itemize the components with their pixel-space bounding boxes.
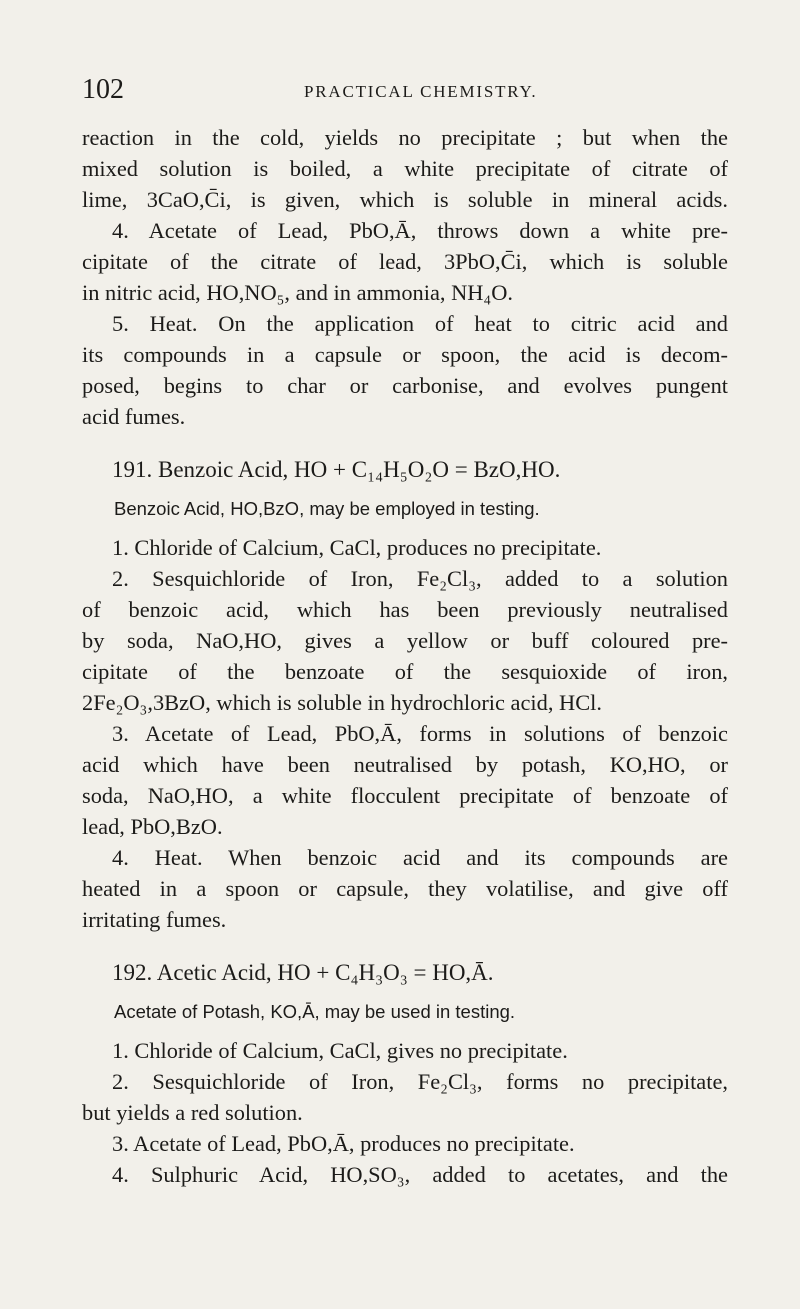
text-line: soda, NaO,HO, a white flocculent precipitate of benzoate of: [82, 783, 728, 808]
text-line: reaction in the cold, yields no precipitate ; but when the: [82, 125, 728, 150]
text-line: irritating fumes.: [82, 907, 227, 932]
text-line: its compounds in a capsule or spoon, the acid is decom-: [82, 342, 728, 367]
text-line: of benzoic acid, which has been previously neutralised: [82, 597, 728, 622]
section-subheading-191: Benzoic Acid, HO,BzO, may be employed in testing.: [114, 498, 540, 519]
text-line: 4. Acetate of Lead, PbO,Ā, throws down a white pre-: [112, 218, 728, 243]
text-line: 2. Sesquichloride of Iron, Fe₂Cl₃, forms no precipitate,: [112, 1069, 728, 1094]
page-header: [82, 74, 722, 114]
text-line: but yields a red solution.: [82, 1100, 303, 1125]
text-line: 4. Heat. When benzoic acid and its compounds are: [112, 845, 728, 870]
body-text: [82, 122, 728, 1190]
text-line: 1. Chloride of Calcium, CaCl, gives no precipitate.: [112, 1038, 568, 1063]
section-heading-191: 191. Benzoic Acid, HO + C₁₄H₅O₂O = BzO,HO.: [112, 457, 561, 482]
text-line: in nitric acid, HO,NO₅, and in ammonia, NH₄O.: [82, 280, 513, 305]
text-line: 1. Chloride of Calcium, CaCl, produces no precipitate.: [112, 535, 602, 560]
text-line: by soda, NaO,HO, gives a yellow or buff coloured pre-: [82, 628, 728, 653]
text-line: lead, PbO,BzO.: [82, 814, 223, 839]
text-line: cipitate of the citrate of lead, 3PbO,C̄i, which is soluble: [82, 249, 728, 274]
text-line: mixed solution is boiled, a white precipitate of citrate of: [82, 156, 728, 181]
running-head: PRACTICAL CHEMISTRY.: [304, 82, 538, 101]
page-number: 102: [82, 74, 124, 105]
text-line: acid which have been neutralised by potash, KO,HO, or: [82, 752, 728, 777]
section-heading-192: 192. Acetic Acid, HO + C₄H₃O₃ = HO,Ā.: [112, 960, 494, 985]
text-line: 5. Heat. On the application of heat to citric acid and: [112, 311, 728, 336]
text-line: heated in a spoon or capsule, they volatilise, and give off: [82, 876, 728, 901]
text-line: 2. Sesquichloride of Iron, Fe₂Cl₃, added to a solution: [112, 566, 728, 591]
section-subheading-192: Acetate of Potash, KO,Ā, may be used in testing.: [114, 1001, 516, 1022]
text-line: 4. Sulphuric Acid, HO,SO₃, added to acetates, and the: [112, 1162, 728, 1187]
text-line: acid fumes.: [82, 404, 186, 429]
text-line: 3. Acetate of Lead, PbO,Ā, produces no precipitate.: [112, 1131, 575, 1156]
text-line: 3. Acetate of Lead, PbO,Ā, forms in solutions of benzoic: [112, 721, 728, 746]
text-line: lime, 3CaO,C̄i, is given, which is soluble in mineral acids.: [82, 187, 728, 212]
text-line: 2Fe₂O₃,3BzO, which is soluble in hydrochloric acid, HCl.: [82, 690, 602, 715]
text-line: cipitate of the benzoate of the sesquioxide of iron,: [82, 659, 728, 684]
text-line: posed, begins to char or carbonise, and evolves pungent: [82, 373, 728, 398]
